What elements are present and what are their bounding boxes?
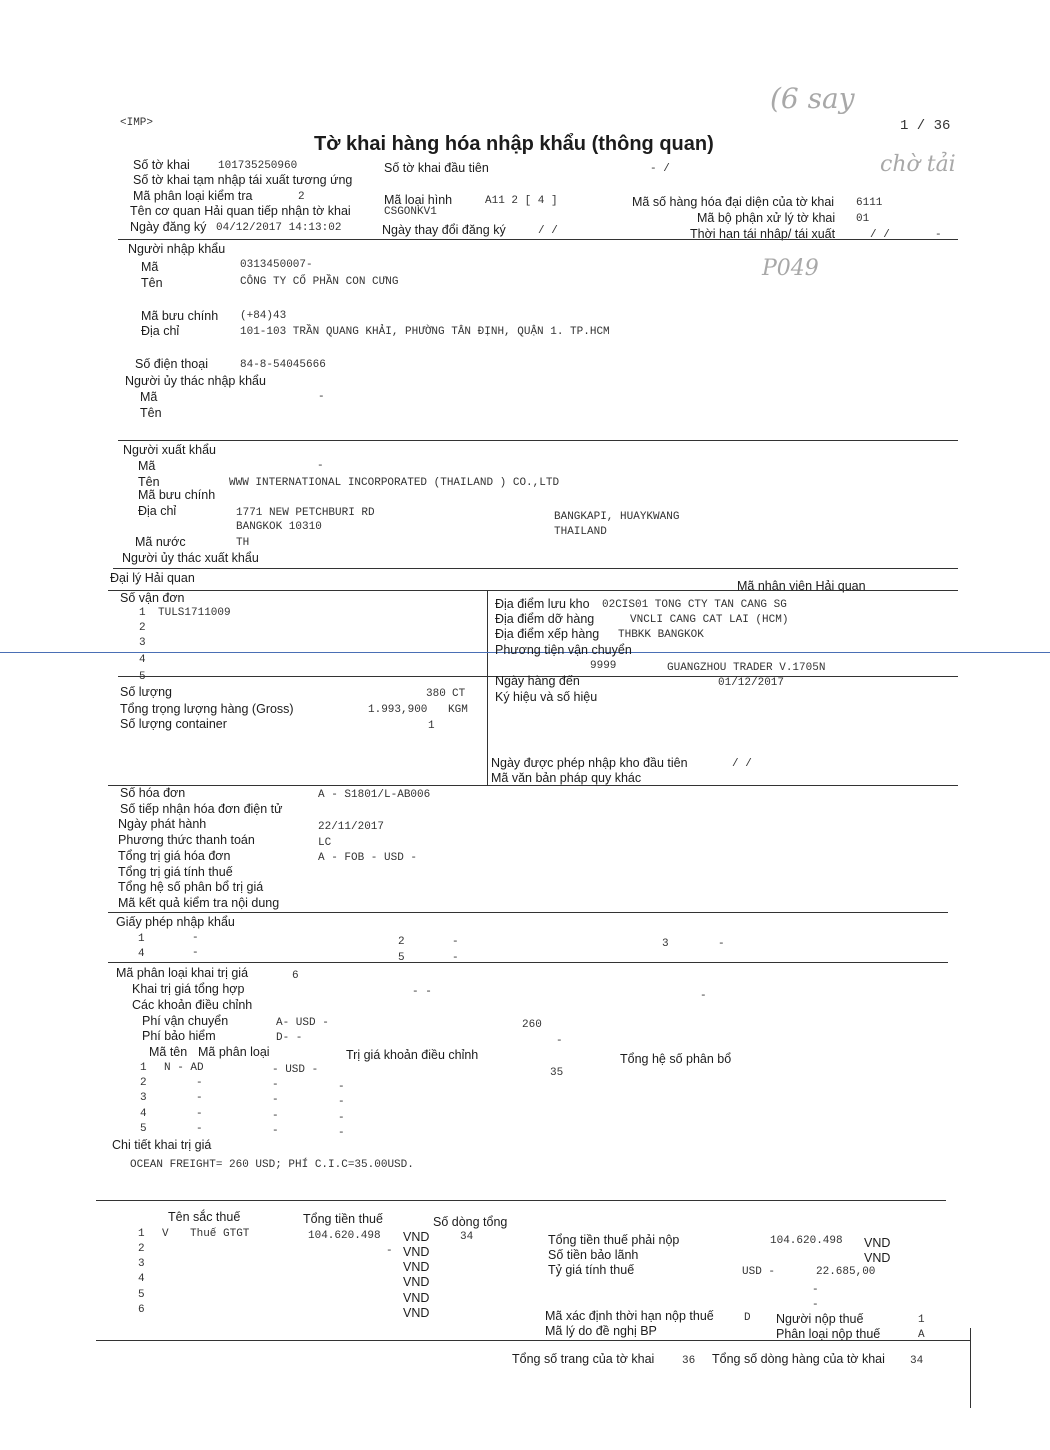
tax-row-2-unit: VND bbox=[403, 1245, 430, 1259]
giay-phep-label: Giấy phép nhập khẩu bbox=[116, 915, 235, 929]
tong-trang-label: Tổng số trang của tờ khai bbox=[512, 1352, 655, 1366]
thoi-han-label: Thời hạn tái nhập/ tái xuất bbox=[690, 227, 836, 241]
van-chuyen: 260 bbox=[522, 1019, 542, 1031]
giay-phep-4-num: 4 bbox=[138, 948, 145, 960]
phan-loai-kiem-tra-label: Mã phân loại kiểm tra bbox=[133, 189, 253, 203]
importer-section: Người nhập khẩu bbox=[128, 242, 226, 256]
thoi-han-dash: - bbox=[935, 229, 942, 241]
phan-loai-tri-gia-label: Mã phân loại khai trị giá bbox=[116, 966, 249, 980]
trong-luong-unit: KGM bbox=[448, 704, 468, 716]
ty-gia-dash-1: - bbox=[812, 1284, 819, 1296]
exporter-section: Người xuất khẩu bbox=[123, 443, 216, 457]
phai-nop-unit: VND bbox=[864, 1236, 891, 1250]
he-so-phan-bo-col-label: Tổng hệ số phân bổ bbox=[620, 1052, 732, 1066]
tri-gia-hoa-don-label: Tổng trị giá hóa đơn bbox=[118, 849, 231, 863]
van-chuyen-code: A- USD - bbox=[276, 1017, 329, 1029]
adj-row-3-value: - bbox=[338, 1096, 345, 1108]
thoi-han: / / bbox=[870, 229, 890, 241]
divider bbox=[96, 1200, 946, 1201]
tri-gia-hoa-don: A - FOB - USD - bbox=[318, 852, 418, 864]
luu-kho-label: Địa điểm lưu kho bbox=[495, 597, 590, 611]
tax-row-1-unit: VND bbox=[403, 1230, 430, 1244]
ly-do-label: Mã lý do đề nghị BP bbox=[545, 1324, 657, 1338]
tax-row-4-num: 4 bbox=[138, 1273, 145, 1285]
tong-dong: 34 bbox=[910, 1355, 924, 1367]
exporter-dia-chi-label: Địa chỉ bbox=[138, 504, 177, 518]
phan-loai-kiem-tra: 2 bbox=[298, 191, 305, 203]
co-quan-label: Tên cơ quan Hải quan tiếp nhận tờ khai bbox=[130, 204, 351, 218]
exporter-ma-label: Mã bbox=[138, 459, 156, 473]
adj-row-2-num: 2 bbox=[140, 1077, 147, 1089]
so-luong-unit: CT bbox=[452, 688, 466, 700]
uy-thac-xuat-label: Người ủy thác xuất khẩu bbox=[122, 551, 259, 565]
chi-tiet: OCEAN FREIGHT= 260 USD; PHÍ C.I.C=35.00USD. bbox=[130, 1159, 414, 1171]
giay-phep-1-num: 1 bbox=[138, 933, 145, 945]
handwritten-note-2: chờ tải bbox=[880, 152, 956, 177]
giay-phep-2: - bbox=[452, 936, 459, 948]
do-hang: VNCLI CANG CAT LAI (HCM) bbox=[630, 614, 789, 626]
tax-row-1-lines: 34 bbox=[460, 1231, 474, 1243]
exporter-dia-chi-4: THAILAND bbox=[554, 526, 607, 538]
tax-row-5-num: 5 bbox=[138, 1289, 145, 1301]
so-to-khai: 101735250960 bbox=[218, 160, 298, 172]
ma-loai-hinh-label: Mã loại hình bbox=[384, 193, 453, 207]
tax-row-1-code: V bbox=[162, 1228, 169, 1240]
ty-gia: 22.685,00 bbox=[816, 1266, 876, 1278]
trong-luong-label: Tổng trọng lượng hàng (Gross) bbox=[120, 702, 294, 716]
so-dong-tong-label: Số dòng tổng bbox=[433, 1215, 508, 1229]
adj-row-5-code: - bbox=[196, 1123, 203, 1135]
adj-row-3-currency: - bbox=[272, 1094, 279, 1106]
giay-phep-4: - bbox=[192, 947, 199, 959]
importer-dia-chi: 101-103 TRẦN QUANG KHẢI, PHƯỜNG TÂN ĐỊNH, QUẬN 1. TP.HCM bbox=[240, 326, 610, 338]
exporter-dia-chi-3: BANGKAPI, HUAYKWANG bbox=[554, 511, 680, 523]
adj-row-1-value: 35 bbox=[550, 1067, 564, 1079]
tax-row-3-unit: VND bbox=[403, 1260, 430, 1274]
tong-hop: - - bbox=[412, 986, 432, 998]
page-title: Tờ khai hàng hóa nhập khẩu (thông quan) bbox=[314, 133, 714, 155]
van-don-1-num: 1 bbox=[139, 607, 146, 619]
importer-ten-label: Tên bbox=[141, 276, 163, 290]
van-don-2-num: 2 bbox=[139, 622, 146, 634]
trong-luong: 1.993,900 bbox=[368, 704, 428, 716]
ngay-den: 01/12/2017 bbox=[718, 677, 785, 689]
exporter-ten: WWW INTERNATIONAL INCORPORATED (THAILAND ) CO.,LTD bbox=[229, 477, 560, 489]
adj-row-3-num: 3 bbox=[140, 1092, 147, 1104]
exporter-nuoc: TH bbox=[236, 537, 250, 549]
ngay-den-label: Ngày hàng đến bbox=[495, 674, 580, 688]
adj-row-1-num: 1 bbox=[140, 1062, 147, 1074]
bao-hiem-dash: - bbox=[556, 1035, 563, 1047]
ty-gia-dash-2: - bbox=[812, 1299, 819, 1311]
nhan-vien-label: Mã nhân viên Hải quan bbox=[737, 579, 866, 593]
adj-row-2-currency: - bbox=[272, 1079, 279, 1091]
so-luong: 380 bbox=[426, 688, 446, 700]
co-quan: CSGONKV1 bbox=[384, 206, 437, 218]
margin-mark bbox=[970, 1328, 971, 1408]
tong-trang: 36 bbox=[682, 1355, 696, 1367]
giay-phep-5-num: 5 bbox=[398, 952, 405, 964]
uy-thac-nhap-ten-label: Tên bbox=[140, 406, 162, 420]
van-don-4-num: 4 bbox=[139, 654, 146, 666]
exporter-dia-chi-1: 1771 NEW PETCHBURI RD bbox=[236, 507, 375, 519]
handwritten-note-1: (6 say bbox=[770, 82, 855, 115]
phan-loai-nop: A bbox=[918, 1329, 925, 1341]
ky-hieu-label: Ký hiệu và số hiệu bbox=[495, 690, 598, 704]
tax-row-1-num: 1 bbox=[138, 1228, 145, 1240]
uy-thac-nhap-ma: - bbox=[318, 391, 325, 403]
adj-row-4-num: 4 bbox=[140, 1108, 147, 1120]
bao-lanh-unit: VND bbox=[864, 1251, 891, 1265]
sac-thue-label: Tên sắc thuế bbox=[168, 1210, 241, 1224]
ngay-phat-hanh: 22/11/2017 bbox=[318, 821, 385, 833]
exporter-nuoc-label: Mã nước bbox=[135, 535, 186, 549]
uy-thac-nhap-label: Người ủy thác nhập khẩu bbox=[125, 374, 266, 388]
adj-row-4-code: - bbox=[196, 1108, 203, 1120]
so-to-khai-dau-tien: - / bbox=[650, 163, 670, 175]
xep-hang-label: Địa điểm xếp hàng bbox=[495, 627, 600, 641]
tax-row-4-unit: VND bbox=[403, 1275, 430, 1289]
tong-dong-label: Tổng số dòng hàng của tờ khai bbox=[712, 1352, 885, 1366]
bao-hiem-label: Phí bảo hiểm bbox=[142, 1029, 216, 1043]
ket-qua-kiem-tra-label: Mã kết quả kiểm tra nội dung bbox=[118, 896, 280, 910]
column-divider bbox=[487, 590, 488, 786]
tax-row-1-amount: 104.620.498 bbox=[308, 1230, 381, 1242]
tong-tien-thue-label: Tổng tiền thuế bbox=[303, 1212, 383, 1226]
importer-ten: CÔNG TY CỔ PHẦN CON CƯNG bbox=[240, 276, 399, 288]
phuong-tien-label: Phương tiện vận chuyển bbox=[495, 643, 632, 657]
van-don-label: Số vận đơn bbox=[120, 591, 185, 605]
nhap-kho-label: Ngày được phép nhập kho đầu tiên bbox=[491, 756, 688, 770]
bo-phan: 01 bbox=[856, 213, 870, 225]
importer-dien-thoai: 84-8-54045666 bbox=[240, 359, 326, 371]
phuong-tien: GUANGZHOU TRADER V.1705N bbox=[667, 662, 826, 674]
exporter-dia-chi-2: BANGKOK 10310 bbox=[236, 521, 322, 533]
van-don-3-num: 3 bbox=[139, 637, 146, 649]
importer-ma-label: Mã bbox=[141, 260, 159, 274]
luu-kho: 02CIS01 TONG CTY TAN CANG SG bbox=[602, 599, 787, 611]
tri-gia-dieu-chinh-label: Trị giá khoản điều chỉnh bbox=[346, 1048, 479, 1062]
dieu-chinh-label: Các khoản điều chỉnh bbox=[132, 998, 253, 1012]
form-code: <IMP> bbox=[120, 117, 154, 129]
adj-row-2-value: - bbox=[338, 1081, 345, 1093]
so-luong-label: Số lượng bbox=[120, 685, 173, 699]
giay-phep-2-num: 2 bbox=[398, 936, 405, 948]
bao-hiem-code: D- - bbox=[276, 1032, 303, 1044]
thoi-han-nop-label: Mã xác định thời hạn nộp thuế bbox=[545, 1309, 714, 1323]
van-chuyen-label: Phí vận chuyển bbox=[142, 1014, 229, 1028]
tax-row-6-num: 6 bbox=[138, 1304, 145, 1316]
van-don-1: TULS1711009 bbox=[158, 607, 231, 619]
importer-dien-thoai-label: Số điện thoại bbox=[135, 357, 208, 371]
adj-row-4-currency: - bbox=[272, 1110, 279, 1122]
van-don-5-num: 5 bbox=[139, 671, 146, 683]
xep-hang: THBKK BANGKOK bbox=[618, 629, 704, 641]
nguoi-nop: 1 bbox=[918, 1314, 925, 1326]
dai-ly-label: Đại lý Hải quan bbox=[110, 571, 195, 585]
ma-loai-hinh: A11 2 [ 4 ] bbox=[485, 195, 558, 207]
uy-thac-nhap-ma-label: Mã bbox=[140, 390, 158, 404]
divider bbox=[118, 440, 958, 441]
nguoi-nop-label: Người nộp thuế bbox=[776, 1312, 864, 1326]
ma-so-hang-hoa: 6111 bbox=[856, 197, 883, 209]
tong-hop-2: - bbox=[700, 990, 707, 1002]
phuong-tien-code: 9999 bbox=[590, 660, 617, 672]
tong-hop-label: Khai trị giá tổng hợp bbox=[132, 982, 245, 996]
container-label: Số lượng container bbox=[120, 717, 227, 731]
importer-buu-chinh: (+84)43 bbox=[240, 310, 287, 322]
ngay-dang-ky-label: Ngày đăng ký bbox=[130, 220, 207, 234]
hoa-don-dien-tu-label: Số tiếp nhận hóa đơn điện tử bbox=[120, 802, 283, 816]
adj-row-2-code: - bbox=[196, 1077, 203, 1089]
giay-phep-3-num: 3 bbox=[662, 938, 669, 950]
divider bbox=[96, 1340, 970, 1341]
so-to-khai-label: Số tờ khai bbox=[133, 158, 190, 172]
ngay-thay-doi: / / bbox=[538, 225, 558, 237]
ma-ten-label: Mã tên bbox=[149, 1045, 188, 1059]
giay-phep-3: - bbox=[718, 938, 725, 950]
tax-row-6-unit: VND bbox=[403, 1306, 430, 1320]
phan-loai-nop-label: Phân loại nộp thuế bbox=[776, 1327, 881, 1341]
nhap-kho: / / bbox=[732, 758, 752, 770]
tax-row-2-amount: - bbox=[386, 1245, 393, 1257]
ngay-thay-doi-label: Ngày thay đổi đăng ký bbox=[382, 223, 506, 237]
importer-ma: 0313450007- bbox=[240, 259, 313, 271]
he-so-phan-bo-label: Tổng hệ số phân bổ trị giá bbox=[118, 880, 264, 894]
adj-row-1-code: N - AD bbox=[164, 1062, 204, 1074]
exporter-ten-label: Tên bbox=[138, 475, 160, 489]
bo-phan-label: Mã bộ phận xử lý tờ khai bbox=[697, 211, 836, 225]
page-number: 1 / 36 bbox=[900, 118, 951, 134]
ngay-dang-ky: 04/12/2017 14:13:02 bbox=[216, 222, 342, 234]
importer-dia-chi-label: Địa chỉ bbox=[141, 324, 180, 338]
bao-lanh-label: Số tiền bảo lãnh bbox=[548, 1248, 639, 1262]
tax-row-5-unit: VND bbox=[403, 1291, 430, 1305]
thanh-toan: LC bbox=[318, 837, 332, 849]
phai-nop-label: Tổng tiền thuế phải nộp bbox=[548, 1233, 680, 1247]
chi-tiet-label: Chi tiết khai trị giá bbox=[112, 1138, 212, 1152]
tam-nhap-label: Số tờ khai tạm nhập tái xuất tương ứng bbox=[133, 173, 353, 187]
importer-buu-chinh-label: Mã bưu chính bbox=[141, 309, 219, 323]
ngay-phat-hanh-label: Ngày phát hành bbox=[118, 817, 207, 831]
so-to-khai-dau-tien-label: Số tờ khai đầu tiên bbox=[384, 161, 489, 175]
thoi-han-nop: D bbox=[744, 1312, 751, 1324]
divider bbox=[108, 962, 948, 963]
ty-gia-label: Tỷ giá tính thuế bbox=[548, 1263, 635, 1277]
ty-gia-currency: USD - bbox=[742, 1266, 776, 1278]
adj-row-4-value: - bbox=[338, 1112, 345, 1124]
adj-row-3-code: - bbox=[196, 1092, 203, 1104]
divider bbox=[113, 568, 958, 569]
giay-phep-5: - bbox=[452, 952, 459, 964]
adj-row-1-currency: - USD - bbox=[272, 1064, 319, 1076]
giay-phep-1: - bbox=[192, 932, 199, 944]
adj-row-5-num: 5 bbox=[140, 1123, 147, 1135]
thanh-toan-label: Phương thức thanh toán bbox=[118, 833, 255, 847]
phai-nop: 104.620.498 bbox=[770, 1235, 843, 1247]
container: 1 bbox=[428, 720, 435, 732]
divider bbox=[108, 912, 948, 913]
divider bbox=[108, 590, 958, 591]
ma-phan-loai-label: Mã phân loại bbox=[198, 1045, 270, 1059]
van-ban-label: Mã văn bản pháp quy khác bbox=[491, 771, 642, 785]
divider bbox=[108, 785, 958, 786]
adj-row-5-currency: - bbox=[272, 1125, 279, 1137]
tri-gia-tinh-thue-label: Tổng trị giá tính thuế bbox=[118, 865, 233, 879]
ma-so-hang-hoa-label: Mã số hàng hóa đại diện của tờ khai bbox=[632, 195, 835, 209]
exporter-ma: - bbox=[317, 460, 324, 472]
do-hang-label: Địa điểm dỡ hàng bbox=[495, 612, 595, 626]
tax-row-2-num: 2 bbox=[138, 1243, 145, 1255]
so-hoa-don-label: Số hóa đơn bbox=[120, 786, 186, 800]
tax-row-1-name: Thuế GTGT bbox=[190, 1228, 250, 1240]
divider bbox=[118, 239, 958, 240]
handwritten-note-3: P049 bbox=[762, 256, 819, 281]
exporter-buu-chinh-label: Mã bưu chính bbox=[138, 488, 216, 502]
phan-loai-tri-gia: 6 bbox=[292, 970, 299, 982]
so-hoa-don: A - S1801/L-AB006 bbox=[318, 789, 431, 801]
adj-row-5-value: - bbox=[338, 1127, 345, 1139]
tax-row-3-num: 3 bbox=[138, 1258, 145, 1270]
